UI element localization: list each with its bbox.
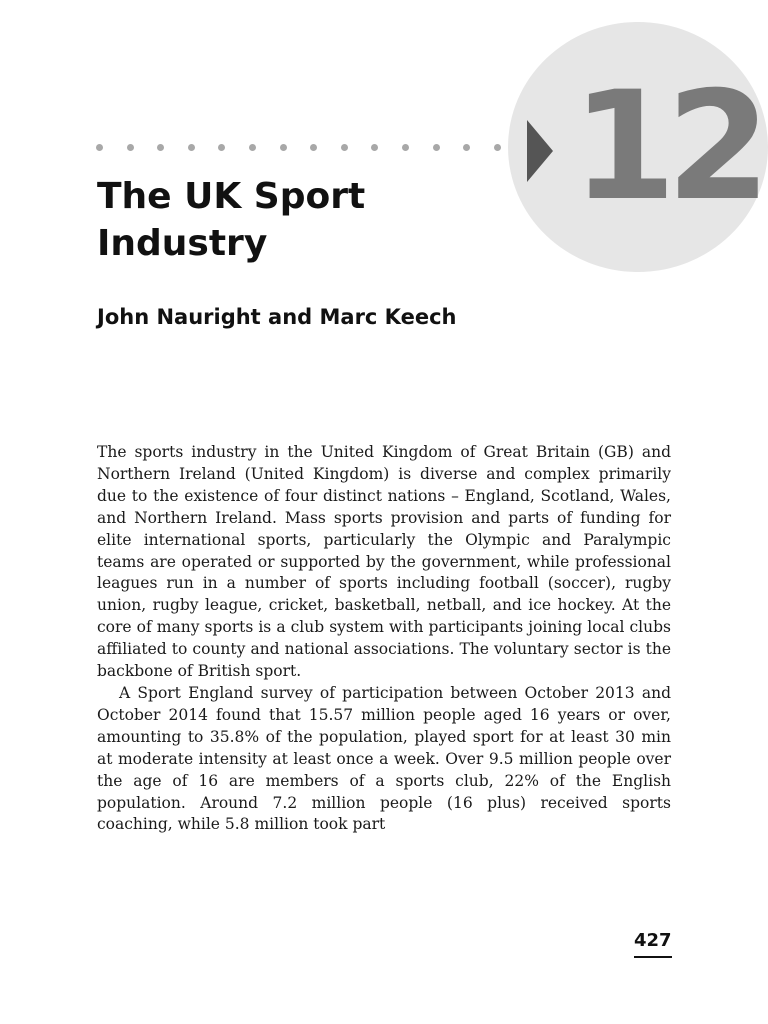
dot (494, 144, 501, 151)
dot (157, 144, 164, 151)
chapter-title: The UK Sport Industry (97, 176, 366, 264)
right-triangle-icon (527, 120, 553, 182)
dotted-rule (96, 144, 501, 151)
chapter-number: 12 (572, 60, 761, 234)
dot (280, 144, 287, 151)
dot (249, 144, 256, 151)
chapter-authors: John Nauright and Marc Keech (97, 305, 457, 329)
paragraph: A Sport England survey of participation between October 2013 and October 2014 found that 15.57 million people aged 16 years or over, amounting to 35.8% of the population, played sport for at least 30 min at moderate intensity at least once a week. Over 9.5 million people over the age of 16 are members of a sports club, 22% of the English population. Around 7.2 million people (16 plus) received sports coaching, while 5.8 million took part (97, 683, 671, 834)
dot (463, 144, 470, 151)
dot (433, 144, 440, 151)
dot (371, 144, 378, 151)
dot (402, 144, 409, 151)
dot (341, 144, 348, 151)
body-text (97, 442, 671, 836)
dot (96, 144, 103, 151)
dot (310, 144, 317, 151)
dot (127, 144, 134, 151)
dot (188, 144, 195, 151)
paragraph: The sports industry in the United Kingdom of Great Britain (GB) and Northern Ireland (United Kingdom) is diverse and complex primarily due to the existence of four distinct nations – England, Scotland, Wales, and Northern Ireland. Mass sports provision and parts of funding for elite international sports, particularly the Olympic and Paralympic teams are operated or supported by the government, while professional leagues run in a number of sports including football (soccer), rugby union, rugby league, cricket, basketball, netball, and ice hockey. At the core of many sports is a club system with participants joining local clubs affiliated to county and national associations. The voluntary sector is the backbone of British sport. (97, 443, 671, 681)
dot (218, 144, 225, 151)
page-number: 427 (634, 928, 672, 958)
